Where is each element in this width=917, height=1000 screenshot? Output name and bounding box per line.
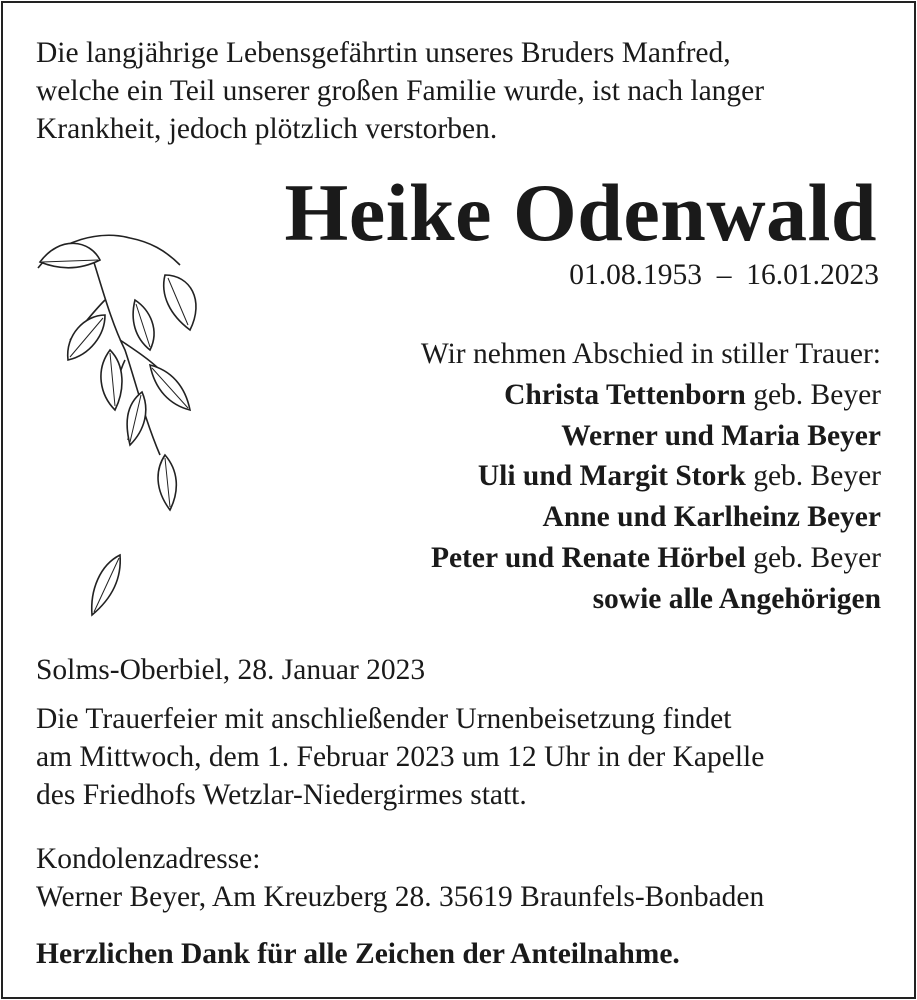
mourner-suffix: geb. Beyer [753,460,881,493]
date-separator: – [716,259,732,291]
mourners-list [421,334,881,620]
mourner-line [421,456,881,497]
mourner-line [421,579,881,620]
thanks-line: Herzlichen Dank für alle Zeichen der Anteilnahme. [36,938,680,970]
mourners-intro: Wir nehmen Abschied in stiller Trauer: [420,338,881,370]
mourner-name: Anne und Karlheinz Beyer [542,501,881,534]
ceremony-line: am Mittwoch, dem 1. Februar 2023 um 12 Uhr in der Kapelle [36,741,765,773]
place-date: Solms-Oberbiel, 28. Januar 2023 [36,654,426,686]
birth-date: 01.08.1953 [569,259,702,291]
intro-line: welche ein Teil unserer großen Familie wurde, ist nach langer [36,75,765,107]
mourner-suffix: geb. Beyer [753,541,881,574]
condolence-address [36,840,764,916]
mourner-line [421,375,881,416]
ceremony-line: Die Trauerfeier mit anschließender Urnenbeisetzung findet [36,703,732,735]
intro-text [36,34,764,148]
life-dates [569,256,879,294]
birch-branch-illustration [30,220,210,620]
intro-line: Die langjährige Lebensgefährtin unseres Bruders Manfred, [36,37,731,69]
mourner-line [421,497,881,538]
mourner-line [421,538,881,579]
death-date: 16.01.2023 [746,259,879,291]
mourner-name: sowie alle Angehörigen [592,582,881,615]
ceremony-line: des Friedhofs Wetzlar-Niedergirmes statt. [36,779,527,811]
condolence-label: Kondolenzadresse: [36,843,261,875]
condolence-address-line: Werner Beyer, Am Kreuzberg 28. 35619 Braunfels-Bonbaden [36,881,765,913]
mourner-name: Werner und Maria Beyer [561,419,881,452]
mourner-name: Christa Tettenborn [504,378,746,411]
mourner-name: Peter und Renate Hörbel [430,541,746,574]
mourner-line [421,416,881,457]
intro-line: Krankheit, jedoch plötzlich verstorben. [36,113,498,145]
ceremony-text [36,700,764,814]
deceased-name: Heike Odenwald [284,167,877,258]
mourner-name: Uli und Margit Stork [477,460,746,493]
mourner-suffix: geb. Beyer [753,378,881,411]
